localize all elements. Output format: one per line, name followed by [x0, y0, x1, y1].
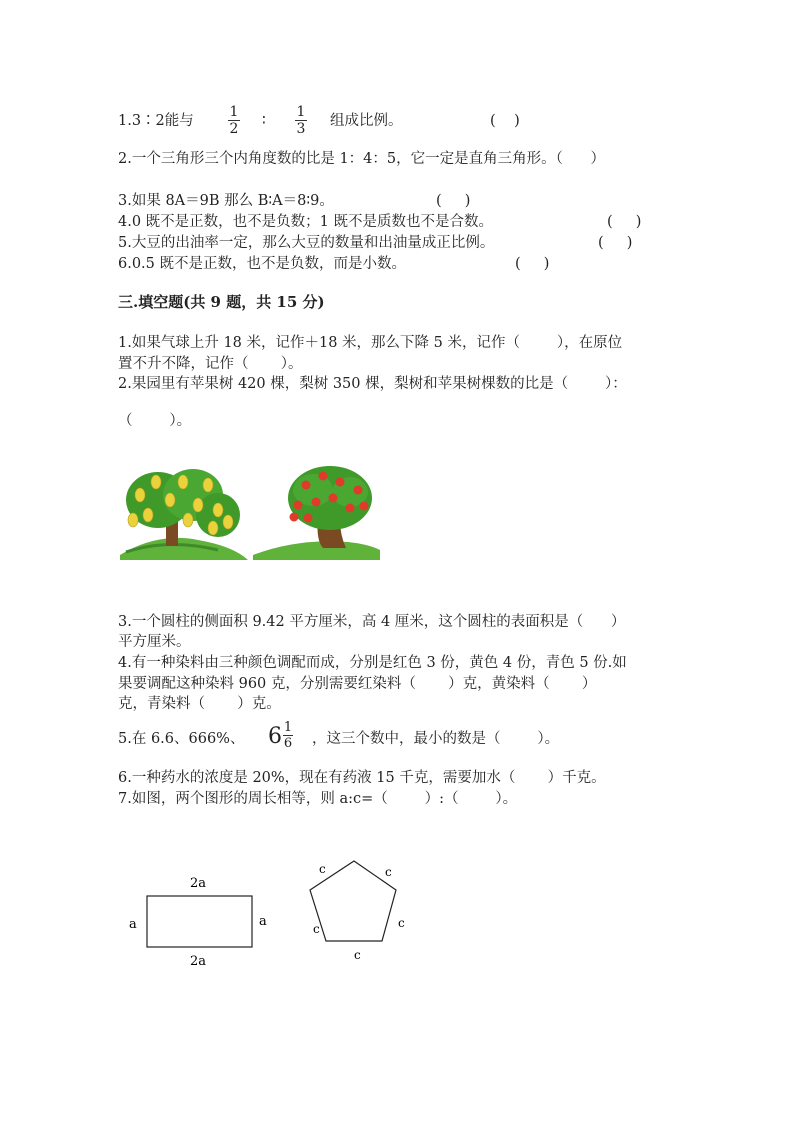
judge-q1-colon: ∶	[262, 113, 266, 129]
answer-blank[interactable]: ( )	[490, 113, 520, 129]
answer-blank[interactable]: ( )	[598, 235, 633, 251]
fill-q2-line1: 2.果园里有苹果树 420 棵，梨树 350 棵，梨树和苹果树棵数的比是（ ）：	[118, 376, 627, 392]
judge-q5: 5.大豆的出油率一定，那么大豆的数量和出油量成正比例。	[118, 235, 495, 251]
judge-q3: 3.如果 8A＝9B 那么 B∶A＝8∶9。	[118, 193, 334, 209]
pear-tree-image	[120, 469, 248, 560]
judge-q1-post: 组成比例。	[330, 113, 403, 129]
fill-q1-line1: 1.如果气球上升 18 米，记作＋18 米，那么下降 5 米，记作（ ），在原位	[118, 335, 623, 351]
fill-q5-post: ，这三个数中，最小的数是（ ）。	[312, 731, 560, 747]
fill-q2-line2: （ ）。	[118, 413, 192, 429]
fill-q7: 7.如图，两个图形的周长相等，则 a:c=（ ）:（ ）。	[118, 791, 518, 807]
pent-label: c	[398, 916, 405, 930]
answer-blank[interactable]: ( )	[607, 214, 642, 230]
judge-q2: 2.一个三角形三个内角度数的比是 1：4：5，它一定是直角三角形。（ ）	[118, 151, 606, 167]
fill-q1-line2: 置不升不降，记作（ ）。	[118, 356, 303, 372]
judge-q4: 4.0 既不是正数，也不是负数；1 既不是质数也不是合数。	[118, 214, 494, 230]
answer-blank[interactable]: ( )	[515, 256, 550, 272]
perimeter-figure	[118, 855, 418, 975]
section-heading: 三.填空题(共 9 题，共 15 分)	[118, 293, 325, 311]
judge-q6: 6.0.5 既不是正数，也不是负数，而是小数。	[118, 256, 407, 272]
rect-label-top: 2a	[190, 876, 207, 891]
fill-q4-line3: 克，青染料（ ）克。	[118, 696, 281, 712]
rectangle-shape	[147, 896, 252, 947]
trees-illustration	[118, 460, 383, 565]
apple-tree-image	[253, 466, 380, 560]
fraction-denominator: 6	[283, 736, 293, 751]
fraction-denominator: 2	[229, 121, 239, 137]
answer-blank[interactable]: ( )	[436, 193, 471, 209]
rect-label-right: a	[259, 914, 267, 929]
fill-q3-line1: 3.一个圆柱的侧面积 9.42 平方厘米，高 4 厘米，这个圆柱的表面积是（ ）	[118, 614, 626, 630]
pent-label: c	[354, 948, 361, 962]
fraction-one-third	[294, 104, 308, 137]
rect-label-left: a	[129, 917, 137, 932]
fraction-denominator: 3	[296, 121, 306, 137]
fill-q4-line2: 果要调配这种染料 960 克，分别需要红染料（ ）克，黄染料（ ）	[118, 676, 597, 692]
pent-label: c	[385, 865, 392, 879]
rect-label-bottom: 2a	[190, 954, 207, 969]
pent-label: c	[319, 862, 326, 876]
fraction-numerator: 1	[229, 104, 239, 120]
fill-q3-line2: 平方厘米。	[118, 634, 191, 650]
fill-q6: 6.一种药水的浓度是 20%，现在有药液 15 千克，需要加水（ ）千克。	[118, 770, 606, 786]
mixed-number	[268, 720, 298, 754]
fill-q4-line1: 4.有一种染料由三种颜色调配而成，分别是红色 3 份，黄色 4 份，青色 5 份.如	[118, 655, 627, 671]
fraction-numerator: 1	[283, 720, 293, 735]
mixed-fraction	[283, 720, 293, 751]
fraction-numerator: 1	[296, 104, 306, 120]
pent-label: c	[313, 922, 320, 936]
judge-q1-pre: 1.3∶2能与	[118, 113, 194, 129]
mixed-whole: 6	[268, 724, 282, 749]
fill-q5-pre: 5.在 6.6、666%、	[118, 731, 245, 747]
fraction-one-half	[227, 104, 241, 137]
